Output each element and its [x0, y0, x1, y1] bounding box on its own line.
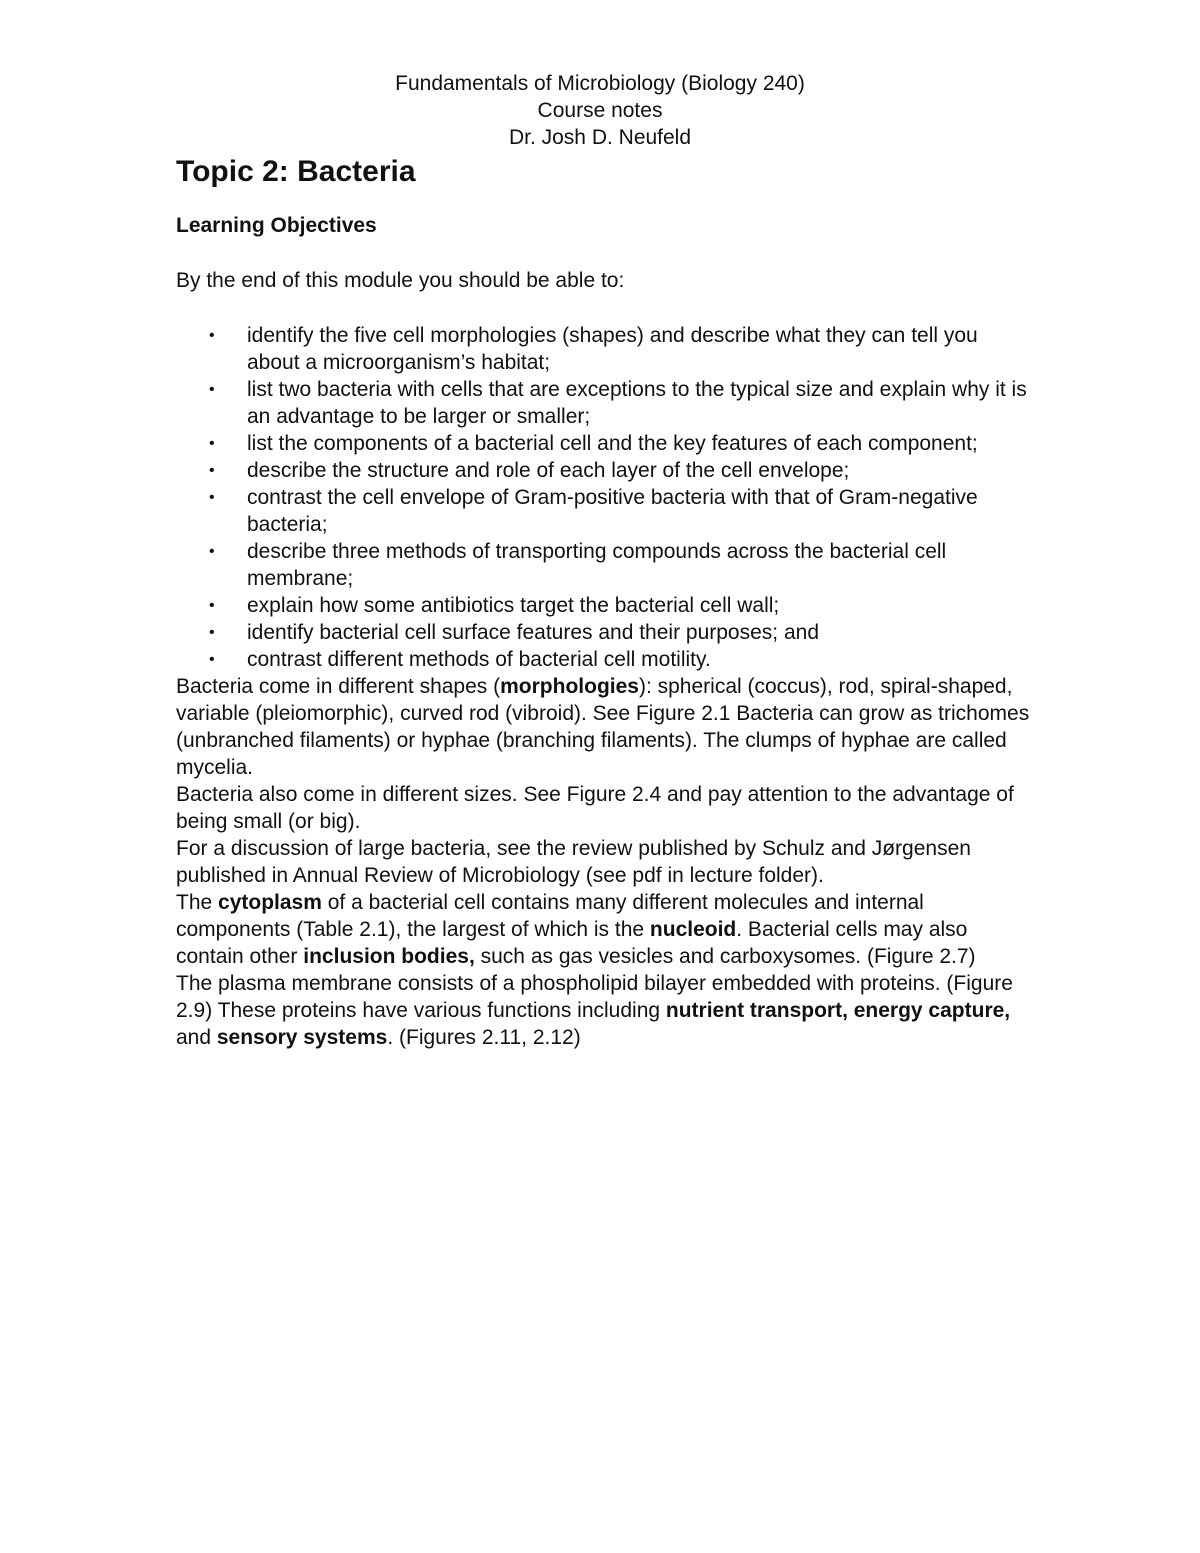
document-body — [176, 150, 1036, 1051]
bullet-icon: • — [209, 651, 215, 668]
bullet-icon: • — [209, 435, 215, 452]
morphology-paragraph — [176, 673, 1036, 781]
learning-objectives-heading: Learning Objectives — [176, 214, 377, 237]
bullet-icon: • — [209, 543, 215, 560]
term-inclusion-bodies: inclusion bodies, — [303, 945, 475, 968]
text-run: The plasma membrane consists of a phospholipid bilayer embedded with proteins. (Figure 2.9) These proteins have various functions including — [176, 972, 1013, 1022]
objective-item — [176, 646, 1036, 673]
bullet-icon: • — [209, 327, 215, 344]
objective-item — [176, 457, 1036, 484]
text-run: and — [176, 1026, 217, 1049]
learning-objectives-list — [176, 322, 1036, 673]
objective-item — [176, 538, 1036, 592]
cytoplasm-paragraph — [176, 889, 1036, 970]
objective-text: identify the five cell morphologies (shapes) and describe what they can tell you about a microorganism’s habitat; — [247, 324, 978, 374]
objective-text: list two bacteria with cells that are exceptions to the typical size and explain why it is an advantage to be larger or smaller; — [247, 378, 1027, 428]
plasma-membrane-paragraph — [176, 970, 1036, 1051]
bullet-icon: • — [209, 462, 215, 479]
text-run: The — [176, 891, 219, 914]
objective-item — [176, 322, 1036, 376]
text-run: . Bacterial cells may also contain other — [176, 918, 968, 968]
course-notes-label: Course notes — [537, 99, 663, 122]
text-run: of a bacterial cell contains many different molecules and internal components (Table 2.1), the largest of which is the — [176, 891, 924, 941]
topic-title: Topic 2: Bacteria — [176, 155, 416, 188]
term-nucleoid: nucleoid — [649, 918, 737, 941]
objective-text: contrast the cell envelope of Gram-positive bacteria with that of Gram-negative bacteria; — [247, 486, 978, 536]
size-paragraph: Bacteria also come in different sizes. See Figure 2.4 and pay attention to the advantage of being small (or big). — [176, 783, 1014, 833]
text-run: such as gas vesicles and carboxysomes. (Figure 2.7) — [474, 945, 976, 968]
large-bacteria-paragraph: For a discussion of large bacteria, see the review published by Schulz and Jørgensen published in Annual Review of Microbiology (see pdf in lecture folder). — [176, 837, 971, 887]
bullet-icon: • — [209, 624, 215, 641]
objective-text: list the components of a bacterial cell and the key features of each component; — [247, 432, 978, 455]
objective-item — [176, 592, 1036, 619]
text-run: . (Figures 2.11, 2.12) — [387, 1026, 581, 1049]
learning-objectives-intro: By the end of this module you should be able to: — [176, 269, 625, 292]
instructor-name: Dr. Josh D. Neufeld — [508, 126, 692, 149]
objective-item — [176, 619, 1036, 646]
objective-text: explain how some antibiotics target the bacterial cell wall; — [247, 594, 780, 617]
term-nutrient-transport: nutrient transport, energy capture, — [665, 999, 1011, 1022]
text-run: ): spherical (coccus), rod, spiral-shaped, variable (pleiomorphic), curved rod (vibroid). See Figure 2.1 Bacteria can grow as trichomes (unbranched filaments) or hyphae (branching filaments). The clumps of hyphae are called mycelia. — [176, 675, 1030, 779]
objective-text: identify bacterial cell surface features and their purposes; and — [247, 621, 819, 644]
objective-item — [176, 430, 1036, 457]
text-run: Bacteria come in different shapes ( — [176, 675, 501, 698]
bullet-icon: • — [209, 381, 215, 398]
objective-item — [176, 484, 1036, 538]
term-sensory-systems: sensory systems — [216, 1026, 388, 1049]
document-header — [0, 70, 1200, 151]
objective-text: describe three methods of transporting compounds across the bacterial cell membrane; — [247, 540, 947, 590]
objective-text: describe the structure and role of each layer of the cell envelope; — [247, 459, 850, 482]
objective-item — [176, 376, 1036, 430]
objective-text: contrast different methods of bacterial cell motility. — [247, 648, 711, 671]
bullet-icon: • — [209, 489, 215, 506]
term-cytoplasm: cytoplasm — [218, 891, 322, 914]
bullet-icon: • — [209, 597, 215, 614]
course-title: Fundamentals of Microbiology (Biology 240) — [395, 72, 805, 95]
term-morphologies: morphologies — [500, 675, 639, 698]
